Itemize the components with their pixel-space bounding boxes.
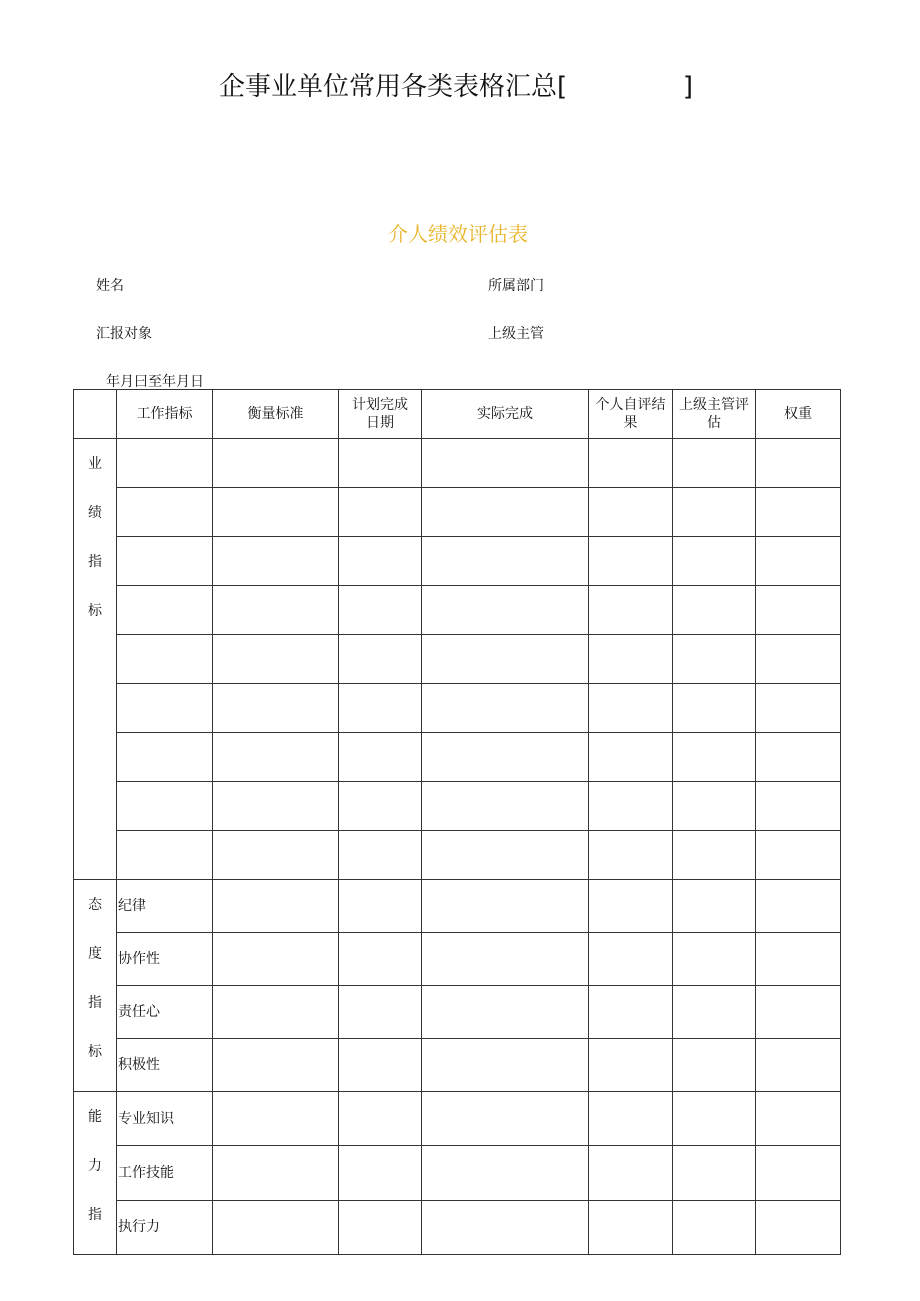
header-planned-completion-date-line1: 计划完成 [352, 397, 408, 413]
table-row [74, 986, 841, 1039]
header-actual-completion: 实际完成 [422, 390, 589, 439]
table-cell[interactable] [213, 684, 339, 733]
table-header-row [74, 390, 841, 439]
table-cell[interactable] [756, 488, 841, 537]
table-cell[interactable] [339, 439, 422, 488]
table-cell[interactable] [117, 831, 213, 880]
table-row [74, 488, 841, 537]
table-cell[interactable] [213, 586, 339, 635]
table-cell[interactable] [673, 880, 756, 933]
table-row [74, 782, 841, 831]
table-cell[interactable] [339, 684, 422, 733]
table-cell[interactable] [673, 733, 756, 782]
table-cell[interactable] [213, 831, 339, 880]
table-cell[interactable] [422, 831, 589, 880]
table-cell[interactable] [213, 1200, 339, 1254]
group-char: 指 [88, 1207, 102, 1223]
table-cell[interactable] [422, 488, 589, 537]
table-cell[interactable] [589, 684, 673, 733]
table-cell[interactable] [213, 635, 339, 684]
table-cell[interactable] [422, 733, 589, 782]
table-row [74, 880, 841, 933]
table-cell[interactable] [422, 782, 589, 831]
header-supervisor-assessment-line1: 上级主管评 [679, 397, 749, 413]
table-cell[interactable] [213, 537, 339, 586]
table-cell[interactable] [756, 782, 841, 831]
report-to-label: 汇报对象 [96, 326, 152, 342]
table-cell[interactable] [756, 1092, 841, 1146]
table-cell[interactable] [673, 1092, 756, 1146]
table-cell[interactable] [117, 684, 213, 733]
table-cell[interactable] [673, 933, 756, 986]
table-cell[interactable] [673, 1200, 756, 1254]
table-cell[interactable] [589, 880, 673, 933]
group-char: 绩 [88, 505, 102, 521]
table-cell[interactable] [339, 782, 422, 831]
table-cell[interactable] [117, 586, 213, 635]
table-cell[interactable] [339, 933, 422, 986]
group-char: 能 [88, 1109, 102, 1125]
table-cell[interactable] [339, 1039, 422, 1092]
group-char: 指 [88, 554, 102, 570]
group-char: 标 [88, 1044, 102, 1060]
table-cell[interactable] [339, 1092, 422, 1146]
table-cell[interactable] [213, 1146, 339, 1200]
name-label: 姓名 [96, 278, 124, 294]
header-planned-completion-date [339, 390, 422, 439]
table-row [74, 933, 841, 986]
table-cell[interactable] [422, 1146, 589, 1200]
table-cell[interactable] [589, 733, 673, 782]
evaluation-table [73, 389, 841, 1255]
table-cell[interactable] [756, 586, 841, 635]
table-cell[interactable] [673, 684, 756, 733]
table-cell[interactable] [213, 1039, 339, 1092]
table-cell[interactable] [756, 933, 841, 986]
header-weight: 权重 [756, 390, 841, 439]
group-ability-label [74, 1092, 117, 1255]
table-row [74, 537, 841, 586]
supervisor-label: 上级主管 [488, 326, 544, 342]
group-char: 指 [88, 995, 102, 1011]
table-cell[interactable] [213, 733, 339, 782]
indicator-label: 工作技能 [117, 1146, 213, 1200]
group-attitude-label [74, 880, 117, 1092]
header-self-assessment-line1: 个人自评结 [595, 397, 666, 413]
table-row [74, 635, 841, 684]
table-cell[interactable] [422, 684, 589, 733]
table-cell[interactable] [422, 986, 589, 1039]
indicator-label: 专业知识 [117, 1092, 213, 1146]
table-cell[interactable] [422, 1092, 589, 1146]
table-cell[interactable] [756, 733, 841, 782]
table-cell[interactable] [673, 586, 756, 635]
table-cell[interactable] [339, 488, 422, 537]
group-char: 态 [88, 897, 102, 913]
table-cell[interactable] [589, 439, 673, 488]
header-corner-cell [74, 390, 117, 439]
table-cell[interactable] [422, 439, 589, 488]
header-supervisor-assessment [673, 390, 756, 439]
table-cell[interactable] [339, 586, 422, 635]
table-cell[interactable] [213, 439, 339, 488]
table-cell[interactable] [339, 880, 422, 933]
table-cell[interactable] [213, 782, 339, 831]
group-char: 标 [88, 603, 102, 619]
table-row [74, 733, 841, 782]
table-cell[interactable] [589, 586, 673, 635]
table-cell[interactable] [339, 1200, 422, 1254]
header-self-assessment-line2: 果 [623, 415, 638, 431]
header-measurement-standard: 衡量标准 [213, 390, 339, 439]
table-cell[interactable] [117, 488, 213, 537]
table-row [74, 586, 841, 635]
table-cell[interactable] [756, 831, 841, 880]
table-cell[interactable] [213, 986, 339, 1039]
table-cell[interactable] [756, 684, 841, 733]
table-cell[interactable] [422, 880, 589, 933]
table-cell[interactable] [117, 782, 213, 831]
table-cell[interactable] [673, 782, 756, 831]
table-cell[interactable] [589, 1200, 673, 1254]
table-row [74, 684, 841, 733]
table-cell[interactable] [756, 1039, 841, 1092]
table-cell[interactable] [756, 880, 841, 933]
table-cell[interactable] [117, 439, 213, 488]
table-cell[interactable] [117, 733, 213, 782]
table-cell[interactable] [339, 986, 422, 1039]
indicator-label: 积极性 [117, 1039, 213, 1092]
table-cell[interactable] [589, 831, 673, 880]
table-row [74, 831, 841, 880]
table-row [74, 1039, 841, 1092]
table-cell[interactable] [673, 831, 756, 880]
table-cell[interactable] [589, 635, 673, 684]
group-char: 力 [88, 1158, 102, 1174]
date-range: 年月曰至年月日 [106, 374, 204, 390]
table-cell[interactable] [117, 635, 213, 684]
table-cell[interactable] [673, 635, 756, 684]
header-work-indicator: 工作指标 [117, 390, 213, 439]
table-cell[interactable] [589, 933, 673, 986]
table-cell[interactable] [213, 880, 339, 933]
table-cell[interactable] [673, 1039, 756, 1092]
table-cell[interactable] [589, 1092, 673, 1146]
table-cell[interactable] [756, 1146, 841, 1200]
table-cell[interactable] [756, 439, 841, 488]
table-cell[interactable] [673, 986, 756, 1039]
table-cell[interactable] [422, 635, 589, 684]
table-cell[interactable] [339, 1146, 422, 1200]
table-cell[interactable] [422, 586, 589, 635]
table-cell[interactable] [756, 986, 841, 1039]
table-cell[interactable] [756, 1200, 841, 1254]
table-cell[interactable] [422, 537, 589, 586]
table-cell[interactable] [673, 1146, 756, 1200]
indicator-label: 纪律 [117, 880, 213, 933]
table-cell[interactable] [117, 537, 213, 586]
table-cell[interactable] [756, 537, 841, 586]
form-title: 介人绩效评估表 [388, 222, 528, 246]
table-cell[interactable] [339, 831, 422, 880]
table-cell[interactable] [422, 933, 589, 986]
table-cell[interactable] [589, 782, 673, 831]
table-cell[interactable] [673, 488, 756, 537]
table-row [74, 1146, 841, 1200]
table-cell[interactable] [213, 1092, 339, 1146]
document-title: 企事业单位常用各类表格汇总[ ] [219, 72, 693, 102]
table-cell[interactable] [589, 537, 673, 586]
table-row [74, 1092, 841, 1146]
table-cell[interactable] [422, 1200, 589, 1254]
header-supervisor-assessment-line2: 估 [707, 415, 721, 431]
table-cell[interactable] [673, 439, 756, 488]
table-cell[interactable] [422, 1039, 589, 1092]
group-char: 业 [88, 456, 102, 472]
table-row [74, 439, 841, 488]
header-planned-completion-date-line2: 日期 [366, 415, 394, 431]
group-char: 度 [88, 946, 102, 962]
indicator-label: 执行力 [117, 1200, 213, 1254]
table-cell[interactable] [589, 1146, 673, 1200]
table-cell[interactable] [339, 537, 422, 586]
table-cell[interactable] [589, 1039, 673, 1092]
table-cell[interactable] [589, 986, 673, 1039]
table-cell[interactable] [339, 635, 422, 684]
header-self-assessment [589, 390, 673, 439]
indicator-label: 协作性 [117, 933, 213, 986]
department-label: 所属部门 [488, 278, 544, 294]
table-cell[interactable] [339, 733, 422, 782]
table-cell[interactable] [673, 537, 756, 586]
table-row [74, 1200, 841, 1254]
indicator-label: 责任心 [117, 986, 213, 1039]
table-cell[interactable] [213, 488, 339, 537]
group-performance-label [74, 439, 117, 880]
table-cell[interactable] [589, 488, 673, 537]
table-cell[interactable] [756, 635, 841, 684]
table-cell[interactable] [213, 933, 339, 986]
